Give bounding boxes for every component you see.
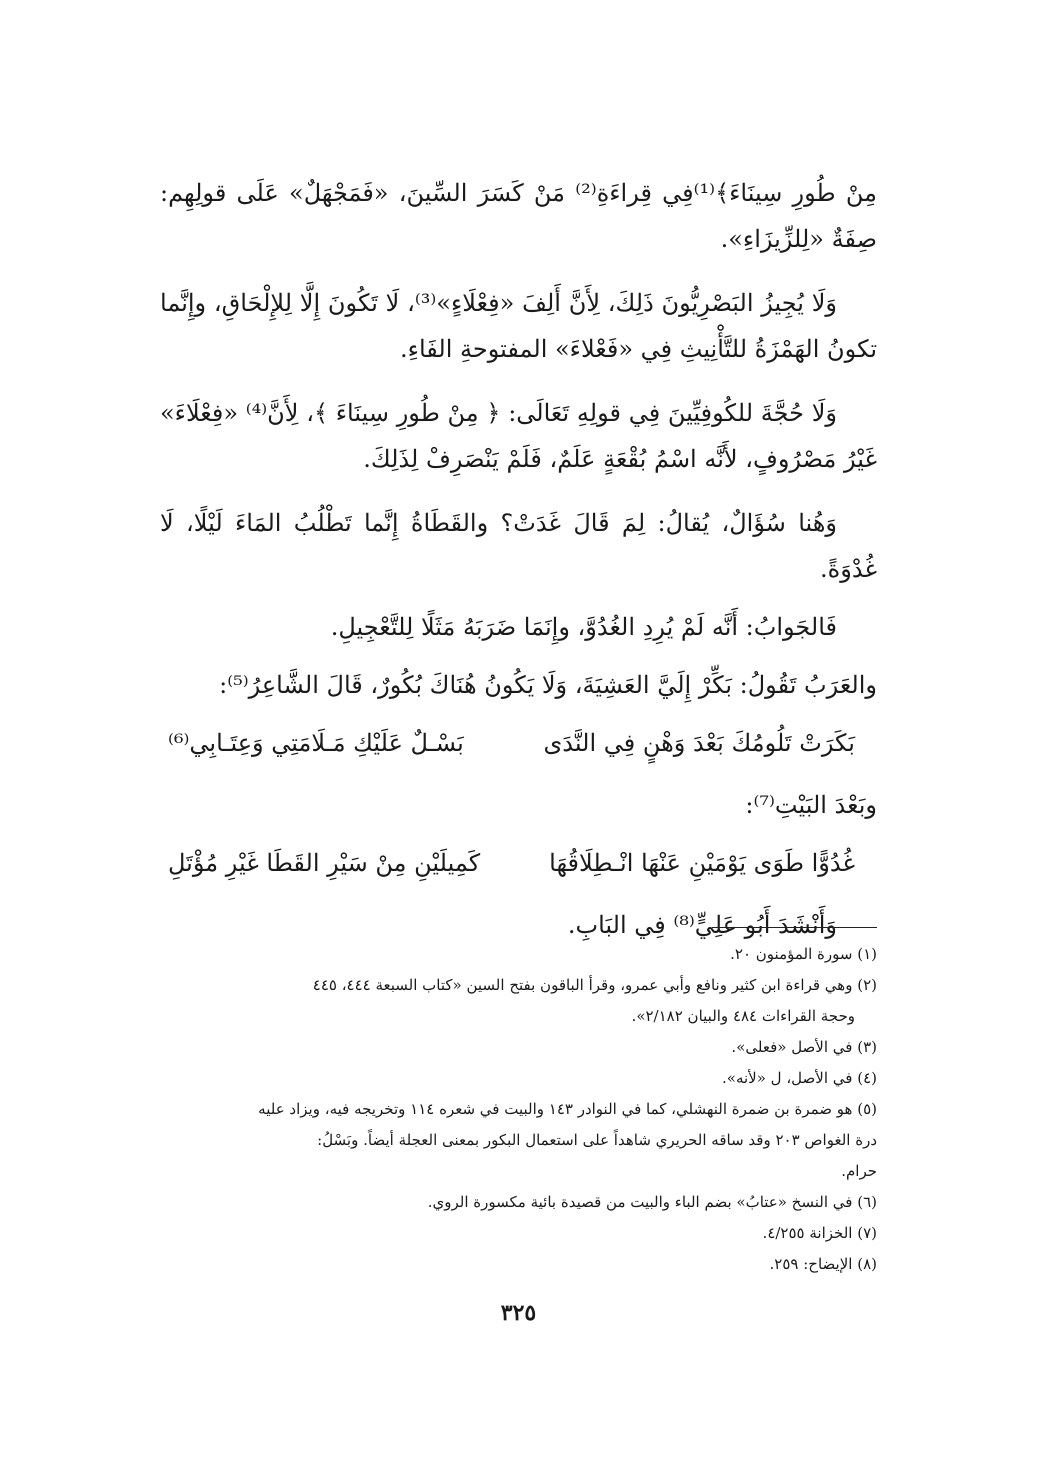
paragraph-4: وَهُنا سُؤَالٌ، يُقالُ: لِمَ قَالَ غَدَتْ؟ والقَطَاةُ إِنَّما تَطْلُبُ المَاءَ لَيْلًا، لَا غُدْوَةً. — [160, 509, 877, 583]
footnote-2: (٢) وهي قراءة ابن كثير ونافع وأبي عمرو، وقرأ الباقون بفتح السين «كتاب السبعة ٤٤٤، ٤٤٥ — [312, 976, 877, 994]
verse-1-second-hemistich: بَسْـلٌ عَلَيْكِ مَـلَامَتِي وَعِتَـابِي⁽⁶⁾ — [168, 729, 464, 757]
footnote-1: (١) سورة المؤمنون ٢٠. — [730, 945, 877, 963]
footnote-5-end: حرام. — [841, 1162, 877, 1180]
paragraph-2: وَلَا يُجِيزُ البَصْرِيُّونَ ذَلِكَ، لِأَنَّ أَلِفَ «فِعْلَاءٍ»⁽³⁾، لَا تَكُونَ إِلَّا لِلإِلْحَاقِ، وإِنَّما تكونُ الهَمْزَةُ للتَّأْنِيثِ فِي «فَعْلاءَ» المفتوحةِ الفَاءِ. — [160, 289, 877, 363]
paragraph-3: وَلَا حُجَّةَ للكُوفِيِّينَ فِي قولِهِ تَعَالَى: ﴿ مِنْ طُورِ سِينَاءَ ﴾، لِأَنَّ⁽⁴⁾ «فِعْلَاءَ» غَيْرُ مَصْرُوفٍ، لأَنَّه اسْمُ بُقْعَةٍ عَلَمٌ، فَلَمْ يَنْصَرِفْ لِذَلِكَ. — [160, 399, 877, 473]
verse-1-first-hemistich: بَكَرَتْ تَلُومُكَ بَعْدَ وَهْنٍ فِي النَّدَى — [543, 729, 855, 757]
paragraph-8: وَأَنْشَدَ أَبُو عَلِيٍّ⁽⁸⁾ فِي البَابِ. — [567, 911, 837, 939]
verse-2-first-hemistich: غُدُوًّا طَوَى يَوْمَيْنِ عَنْهَا انْـطِلَاقُهَا — [549, 849, 855, 877]
footnote-7: (٧) الخزانة ٤/٢٥٥. — [762, 1224, 877, 1242]
main-text — [160, 170, 877, 966]
footnote-6: (٦) في النسخ «عتابُ» بضم الباء والبيت من قصيدة بائية مكسورة الروي. — [427, 1193, 877, 1211]
page-number: ٣٢٥ — [500, 1300, 537, 1326]
paragraph-6: والعَرَبُ تَقُولُ: بَكِّرْ إِلَيَّ العَشِيَةَ، وَلَا يَكُونُ هُنَاكَ بُكُورٌ، قَالَ الشَّاعِرُ⁽⁵⁾: — [219, 671, 877, 699]
footnote-8: (٨) الإيضاح: ٢٥٩. — [769, 1255, 877, 1273]
verse-1 — [160, 720, 877, 766]
paragraph-5: فَالجَوابُ: أَنَّه لَمْ يُرِدِ الغُدُوَّ، وإِنَمَا ضَرَبَهُ مَثَلًا لِلتَّعْجِيلِ. — [330, 613, 837, 641]
footnote-3: (٣) في الأصل «فعلى». — [731, 1038, 877, 1056]
verse-2-second-hemistich: كَمِيلَيْنِ مِنْ سَيْرِ القَطَا غَيْرِ مُؤْتَلِ — [168, 849, 481, 877]
footnotes — [160, 940, 877, 1281]
footnote-5: (٥) هو ضمرة بن ضمرة النهشلي، كما في النوادر ١٤٣ والبيت في شعره ١١٤ وتخريجه فيه، ويزاد عليه — [258, 1100, 877, 1118]
paragraph-7: وبَعْدَ البَيْتِ⁽⁷⁾: — [745, 791, 877, 819]
footnote-5-continued: درة الغواص ٢٠٣ وقد ساقه الحريري شاهداً على استعمال البكور بمعنى العجلة أيضاً. وبَسْلُ: — [317, 1131, 877, 1149]
footnote-2-continued: وحجة القراءات ٤٨٤ والبيان ٢/١٨٢». — [631, 1007, 855, 1025]
verse-2 — [160, 840, 877, 886]
footnote-4: (٤) في الأصل، ل «لأنه». — [722, 1069, 877, 1087]
paragraph-1: مِنْ طُورِ سِينَاءَ﴾⁽¹⁾فِي قِراءَةِ⁽²⁾ مَنْ كَسَرَ السِّينَ، «فَمَجْهَلٌ» عَلَى قولِهِم: صِفَةٌ «لِلزِّيزَاءِ». — [160, 179, 878, 253]
footnote-separator — [712, 927, 877, 928]
